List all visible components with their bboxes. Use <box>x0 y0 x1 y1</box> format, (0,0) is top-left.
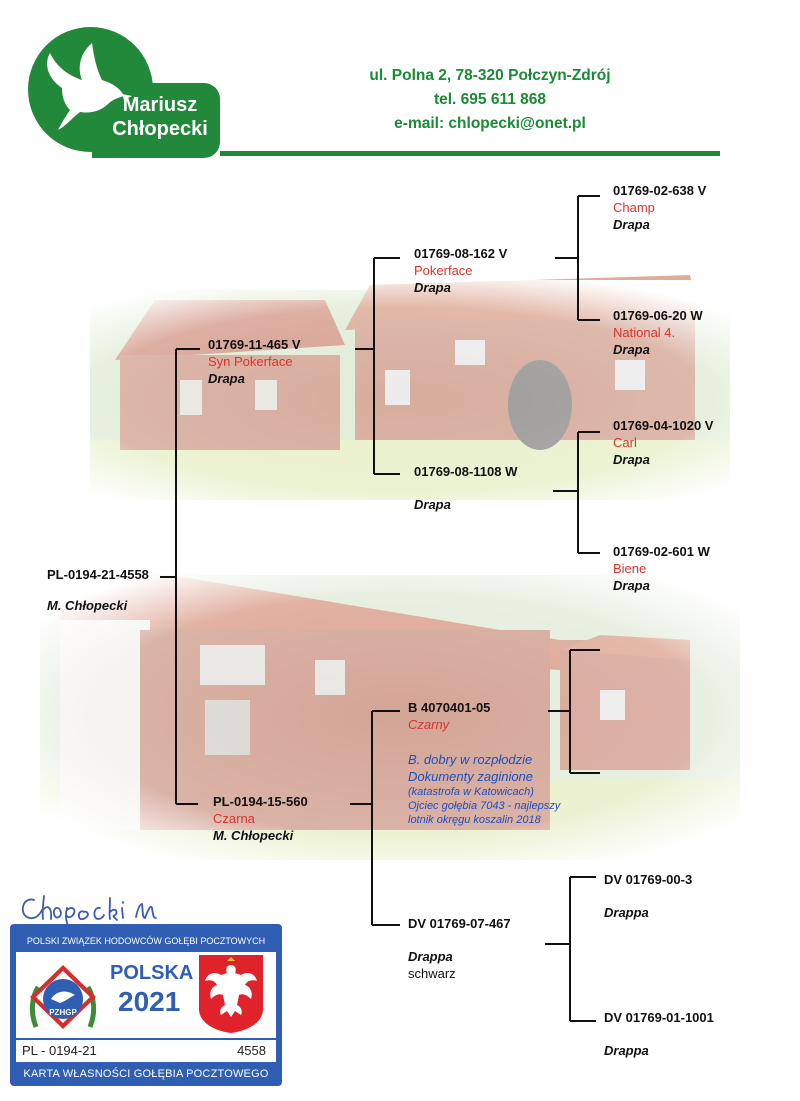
pedigree-subject <box>47 566 149 614</box>
pedigree-sire-dam <box>414 463 517 513</box>
pzhgp-emblem <box>24 957 102 1035</box>
card-title: KARTA WŁASNOŚCI GOŁĘBIA POCZTOWEGO <box>23 1068 269 1080</box>
breeder-first-name: Mariusz <box>122 94 198 116</box>
ring-number: 01769-08-162 V <box>414 246 508 261</box>
handwritten-signature <box>12 890 212 928</box>
breeder-name: Drapa <box>414 497 451 512</box>
pedigree-sire-sire <box>414 245 507 296</box>
pedigree-dd-sire <box>604 871 692 921</box>
breeder-name: M. Chłopecki <box>47 598 128 613</box>
ring-number: DV 01769-07-467 <box>408 916 511 931</box>
polish-eagle-icon <box>197 953 265 1035</box>
pedigree-dam-sire <box>408 699 560 827</box>
ring-number: 01769-11-465 V <box>208 337 301 352</box>
breeder-name: Drapa <box>208 371 245 386</box>
pigeon-name: Pokerface <box>414 263 473 278</box>
ring-number: B 4070401-05 <box>408 700 491 715</box>
logo-name <box>104 93 216 141</box>
pigeon-notes <box>408 751 560 827</box>
pedigree-sd-dam <box>613 543 710 594</box>
pedigree-ss-dam <box>613 307 703 358</box>
pigeon-name: Biene <box>613 561 647 576</box>
note-line: Ojciec gołębia 7043 - najlepszy <box>408 800 561 812</box>
breeder-name: M. Chłopecki <box>213 828 294 843</box>
card-ring-prefix: PL - 0194-21 <box>22 1043 97 1058</box>
note-line: lotnik okręgu koszalin 2018 <box>408 814 541 826</box>
email-link[interactable]: e-mail: chlopecki@onet.pl <box>394 115 586 132</box>
pedigree-dam-dam <box>408 915 511 982</box>
phone-text: tel. 695 611 868 <box>433 91 547 108</box>
ring-number: 01769-04-1020 V <box>613 418 714 433</box>
breeder-last-name: Chłopecki <box>112 118 208 140</box>
breeder-name: Drapa <box>613 217 650 232</box>
ring-number: PL-0194-15-560 <box>213 794 308 809</box>
ring-number: 01769-02-638 V <box>613 183 707 198</box>
pigeon-name: Syn Pokerface <box>208 354 293 369</box>
ring-number: 01769-06-20 W <box>613 308 703 323</box>
ring-number: 01769-02-601 W <box>613 544 710 559</box>
pigeon-name: Carl <box>613 435 637 450</box>
card-year: 2021 <box>118 986 181 1017</box>
breeder-name: Drapa <box>613 452 650 467</box>
ring-number: 01769-08-1108 W <box>414 464 518 479</box>
pedigree-sd-sire <box>613 417 713 468</box>
breeder-name: Drappa <box>604 1043 649 1058</box>
note-line: (katastrofa w Katowicach) <box>408 786 534 798</box>
pigeon-name: National 4. <box>613 325 676 340</box>
pedigree-dam <box>213 793 308 844</box>
emblem-text: PZHGP <box>49 1008 77 1017</box>
card-ring-row <box>16 1040 276 1062</box>
ring-number: PL-0194-21-4558 <box>47 567 149 582</box>
pedigree-sire <box>208 336 301 387</box>
card-ring-number: 4558 <box>237 1043 266 1058</box>
breeder-name: Drapa <box>613 342 650 357</box>
note-line: Dokumenty zaginione <box>408 769 534 784</box>
breeder-name: Drapa <box>613 578 650 593</box>
pigeon-name: Czarna <box>213 811 255 826</box>
breeder-name: Drapa <box>414 280 451 295</box>
breeder-name: Drappa <box>408 949 453 964</box>
address-text: ul. Polna 2, 78-320 Połczyn-Zdrój <box>369 67 611 84</box>
ring-number: DV 01769-00-3 <box>604 872 693 887</box>
note-line: B. dobry w rozpłodzie <box>408 752 533 767</box>
card-org: POLSKI ZWIĄZEK HODOWCÓW GOŁĘBI POCZTOWYCH <box>26 936 266 946</box>
card-country: POLSKA <box>110 962 194 984</box>
pigeon-name: Czarny <box>408 717 450 732</box>
pigeon-color: schwarz <box>408 966 456 981</box>
breeder-name: Drappa <box>604 905 649 920</box>
pigeon-name: Champ <box>613 200 655 215</box>
ring-number: DV 01769-01-1001 <box>604 1010 714 1025</box>
pedigree-dd-dam <box>604 1009 714 1059</box>
pedigree-ss-sire <box>613 182 706 233</box>
